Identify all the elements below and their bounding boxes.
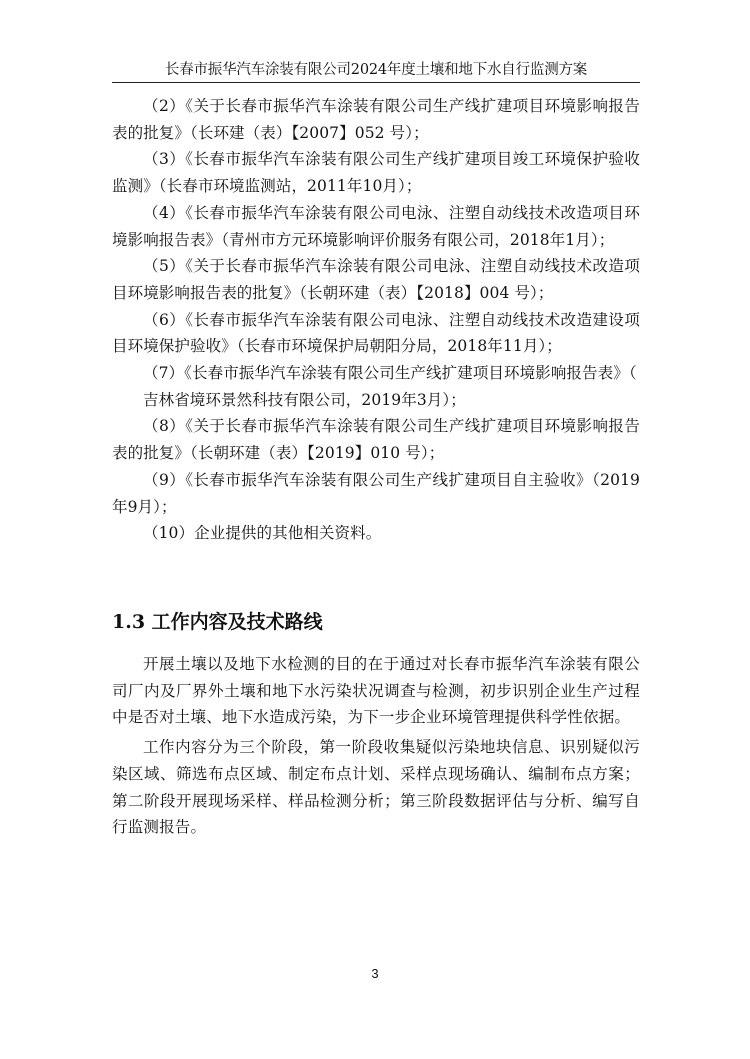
header-divider <box>112 82 640 83</box>
section-heading: 1.3 工作内容及技术路线 <box>112 611 323 633</box>
reference-item: （6）《长春市振华汽车涂装有限公司电泳、注塑自动线技术改造建设项目环境保护验收》（长春市环境保护局朝阳分局，2018年11月）； <box>112 310 640 356</box>
section-body <box>112 651 640 844</box>
reference-item: （3）《长春市振华汽车涂装有限公司生产线扩建项目竣工环境保护验收监测》（长春市环境监测站，2011年10月）； <box>112 150 640 196</box>
page-number: 3 <box>371 966 379 981</box>
page-header: 长春市振华汽车涂装有限公司2024年度土壤和地下水自行监测方案 <box>164 62 588 78</box>
reference-item: （7）《长春市振华汽车涂装有限公司生产线扩建项目环境影响报告表》（ <box>143 364 637 383</box>
body-paragraph: 开展土壤以及地下水检测的目的在于通过对长春市振华汽车涂装有限公司厂内及厂界外土壤和地下水污染状况调查与检测，初步识别企业生产过程中是否对土壤、地下水造成污染，为下一步企业环境管理提供科学性依据。 <box>112 655 640 727</box>
reference-item: （9）《长春市振华汽车涂装有限公司生产线扩建项目自主验收》（2019年9月）； <box>112 470 640 516</box>
reference-item: （4）《长春市振华汽车涂装有限公司电泳、注塑自动线技术改造项目环境影响报告表》（青州市方元环境影响评价服务有限公司，2018年1月）； <box>112 203 640 249</box>
body-paragraph: 工作内容分为三个阶段，第一阶段收集疑似污染地块信息、识别疑似污染区域、筛选布点区域、制定布点计划、采样点现场确认、编制布点方案；第二阶段开展现场采样、样品检测分析；第三阶段数据评估与分析、编写自行监测报告。 <box>112 738 640 837</box>
reference-item: （2）《关于长春市振华汽车涂装有限公司生产线扩建项目环境影响报告表的批复》（长环建（表）【2007】052 号）； <box>112 97 640 142</box>
reference-item: （8）《关于长春市振华汽车涂装有限公司生产线扩建项目环境影响报告表的批复》（长朝环建（表）【2019】010 号）； <box>112 417 640 463</box>
reference-item: （10）企业提供的其他相关资料。 <box>143 524 382 543</box>
reference-list <box>112 93 640 547</box>
reference-item: （5）《关于长春市振华汽车涂装有限公司电泳、注塑自动线技术改造项目环境影响报告表的批复》（长朝环建（表）【2018】004 号）； <box>112 257 640 302</box>
reference-item-continuation: 吉林省境环景然科技有限公司，2019年3月）； <box>143 390 466 409</box>
